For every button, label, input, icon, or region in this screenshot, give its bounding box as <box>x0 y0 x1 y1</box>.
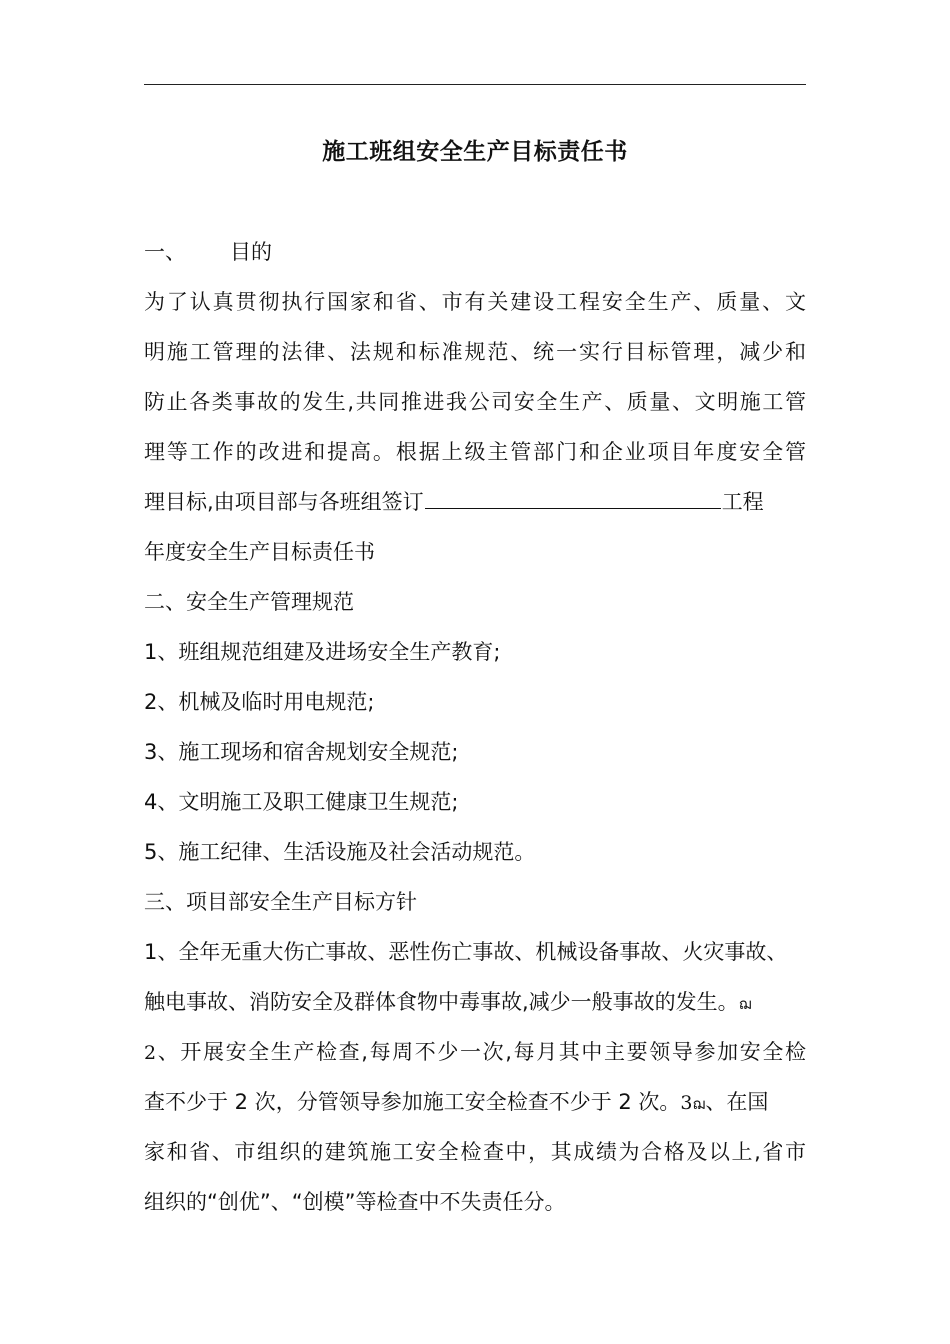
paragraph-line <box>144 1077 806 1127</box>
paragraph-line: 组织的“创优”、“创模”等检查中不失责任分。 <box>144 1190 566 1214</box>
stray-mark: ฌ <box>738 995 752 1013</box>
paragraph-line: 明施工管理的法律、法规和标准规范、统一实行目标管理，减少和 <box>144 340 806 364</box>
section3-heading: 三、项目部安全生产目标方针 <box>144 890 417 914</box>
paragraph-text: 、在国 <box>705 1090 769 1114</box>
list-item: 1、班组规范组建及进场安全生产教育; <box>144 640 501 664</box>
paragraph-line: 为了认真贯彻执行国家和省、市有关建设工程安全生产、质量、文 <box>144 290 806 314</box>
paragraph-line: 1、全年无重大伤亡事故、恶性伤亡事故、机械设备事故、火灾事故、 <box>144 940 788 964</box>
section1-heading-text: 目的 <box>230 240 272 264</box>
list-item: 3、施工现场和宿舍规划安全规范; <box>144 740 459 764</box>
sign-line-prefix: 理目标,由项目部与各班组签订 <box>144 490 424 514</box>
document-title: 施工班组安全生产目标责任书 <box>322 139 628 165</box>
paragraph-line <box>144 977 806 1027</box>
paragraph-line: 理等工作的改进和提高。根据上级主管部门和企业项目年度安全管 <box>144 440 806 464</box>
paragraph-line: 防止各类事故的发生,共同推进我公司安全生产、质量、文明施工管 <box>144 390 806 414</box>
item-number: 2 <box>144 1042 157 1064</box>
paragraph-text: 查不少于 2 次，分管领导参加施工安全检查不少于 2 次。 <box>144 1090 681 1114</box>
item-number: 3 <box>680 1092 693 1114</box>
section1-number: 一、 <box>144 240 186 264</box>
project-name-blank <box>425 484 721 509</box>
sign-line-suffix: 工程 <box>721 490 764 514</box>
list-item: 2、机械及临时用电规范; <box>144 690 375 714</box>
list-item: 5、施工纪律、生活设施及社会活动规范。 <box>144 840 536 864</box>
section2-heading: 二、安全生产管理规范 <box>144 590 354 614</box>
stray-mark: ฌ <box>692 1095 706 1113</box>
paragraph-text: 、开展安全生产检查,每周不少一次,每月其中主要领导参加安全检 <box>156 1040 806 1064</box>
paragraph-line: 年度安全生产目标责任书 <box>144 540 375 564</box>
paragraph-line <box>144 1027 806 1077</box>
paragraph-text: 触电事故、消防安全及群体食物中毒事故,减少一般事故的发生。 <box>144 990 739 1014</box>
list-item: 4、文明施工及职工健康卫生规范; <box>144 790 459 814</box>
header-rule <box>144 84 806 85</box>
section1-heading <box>144 227 806 277</box>
sign-line <box>144 477 806 527</box>
document-body <box>144 227 806 1227</box>
paragraph-line: 家和省、市组织的建筑施工安全检查中，其成绩为合格及以上,省市 <box>144 1140 806 1164</box>
